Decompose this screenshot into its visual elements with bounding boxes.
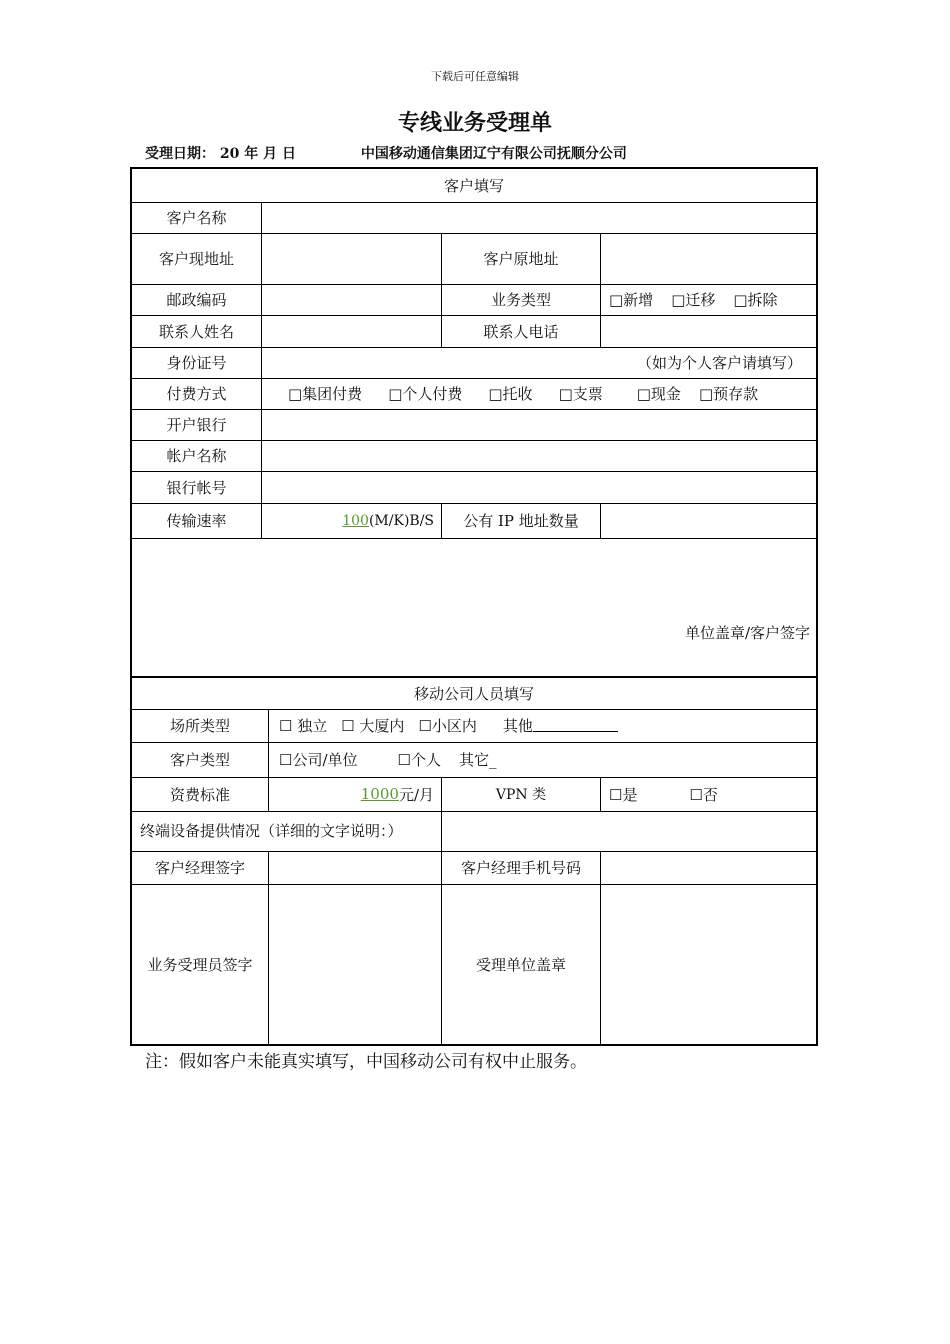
business-type-options [609,284,816,315]
customer-type-personal-checkbox[interactable]: ☐个人 [397,751,441,769]
public-ip-label: 公有 IP 地址数量 [463,512,579,530]
payment-cheque-checkbox[interactable]: □支票 [558,385,603,403]
customer-type-label: 客户类型 [169,751,230,769]
site-community-checkbox[interactable]: ☐小区内 [418,717,477,735]
manager-phone-label: 客户经理手机号码 [460,859,581,877]
business-type-move-checkbox[interactable]: □迁移 [671,291,716,309]
contact-phone-label: 联系人电话 [483,322,559,341]
unit-seal-label: 受理单位盖章 [475,955,566,974]
site-type-options [279,709,816,742]
fee-unit: 元/月 [398,785,434,804]
original-address-label: 客户原地址 [483,250,559,268]
service-form [130,167,818,1046]
bank-account-field[interactable] [262,471,816,503]
date-label: 受理日期： 20 年 月 日 [145,146,296,162]
current-address-label: 客户现地址 [158,250,234,268]
bank-label: 开户银行 [166,416,227,434]
contact-phone-field[interactable] [601,315,816,347]
site-type-label: 场所类型 [169,717,230,735]
customer-type-other-field[interactable]: 其它_ [458,751,497,769]
customer-type-options [279,742,816,777]
manager-signature-field[interactable] [269,851,441,884]
postcode-field[interactable] [262,284,441,315]
id-number-label: 身份证号 [166,354,227,372]
customer-name-label: 客户名称 [166,209,227,227]
fee-value: 1000 [360,785,399,803]
vpn-yes-checkbox[interactable]: ☐是 [609,785,638,804]
footnote: 注：假如客户未能真实填写，中国移动公司有权中止服务。 [145,1052,587,1072]
customer-section-header: 客户填写 [443,177,504,195]
payment-method-label: 付费方式 [166,385,227,403]
business-type-new-checkbox[interactable]: □新增 [609,291,654,309]
payment-cash-checkbox[interactable]: □现金 [636,385,681,403]
postcode-label: 邮政编码 [166,291,227,309]
business-type-remove-checkbox[interactable]: □拆除 [733,291,778,309]
customer-name-field[interactable] [262,202,816,233]
speed-unit: (M/K)B/S [368,512,434,529]
customer-type-company-checkbox[interactable]: ☐公司/单位 [279,751,358,769]
site-other-field[interactable] [533,719,618,732]
site-building-checkbox[interactable]: ☐ 大厦内 [341,717,405,735]
original-address-field[interactable] [601,233,816,284]
public-ip-field[interactable] [601,503,816,538]
site-independent-checkbox[interactable]: ☐ 独立 [279,717,328,735]
speed-label: 传输速率 [166,512,227,530]
terminal-equipment-field[interactable] [442,811,816,851]
top-note: 下载后可任意编辑 [431,70,519,83]
current-address-field[interactable] [262,233,441,284]
vpn-no-checkbox[interactable]: ☐否 [689,785,718,804]
mobile-section-header: 移动公司人员填写 [413,685,534,703]
vpn-options [609,777,816,811]
payment-personal-checkbox[interactable]: □个人付费 [388,385,463,403]
company-name: 中国移动通信集团辽宁有限公司抚顺分公司 [360,146,627,162]
payment-prepaid-checkbox[interactable]: □预存款 [698,385,759,403]
bank-account-label: 银行帐号 [166,478,227,497]
contact-name-field[interactable] [262,315,441,347]
vpn-label: VPN 类 [495,787,547,803]
id-number-note: （如为个人客户请填写） [636,354,802,372]
terminal-equipment-label: 终端设备提供情况（详细的文字说明：） [140,822,403,840]
fee-field[interactable] [269,777,434,811]
bank-field[interactable] [262,409,816,440]
payment-method-options [288,378,816,409]
payment-collection-checkbox[interactable]: □托收 [488,385,533,403]
clerk-signature-field[interactable] [269,884,441,1044]
business-type-label: 业务类型 [490,291,551,309]
payment-group-checkbox[interactable]: □集团付费 [288,385,363,403]
seal-signature-text: 单位盖章/客户签字 [684,623,810,642]
account-name-field[interactable] [262,440,816,471]
page-title: 专线业务受理单 [397,110,552,136]
unit-seal-field[interactable] [601,884,816,1044]
site-other-label: 其他 [502,717,533,735]
speed-value: 100 [342,512,369,529]
manager-phone-field[interactable] [601,851,816,884]
id-number-field[interactable] [262,347,802,378]
manager-signature-label: 客户经理签字 [154,859,245,877]
clerk-signature-label: 业务受理员签字 [147,955,253,974]
fee-label: 资费标准 [169,785,230,804]
speed-field[interactable] [262,503,434,538]
contact-name-label: 联系人姓名 [158,322,234,341]
form-meta [145,143,627,163]
account-name-label: 帐户名称 [166,447,227,465]
